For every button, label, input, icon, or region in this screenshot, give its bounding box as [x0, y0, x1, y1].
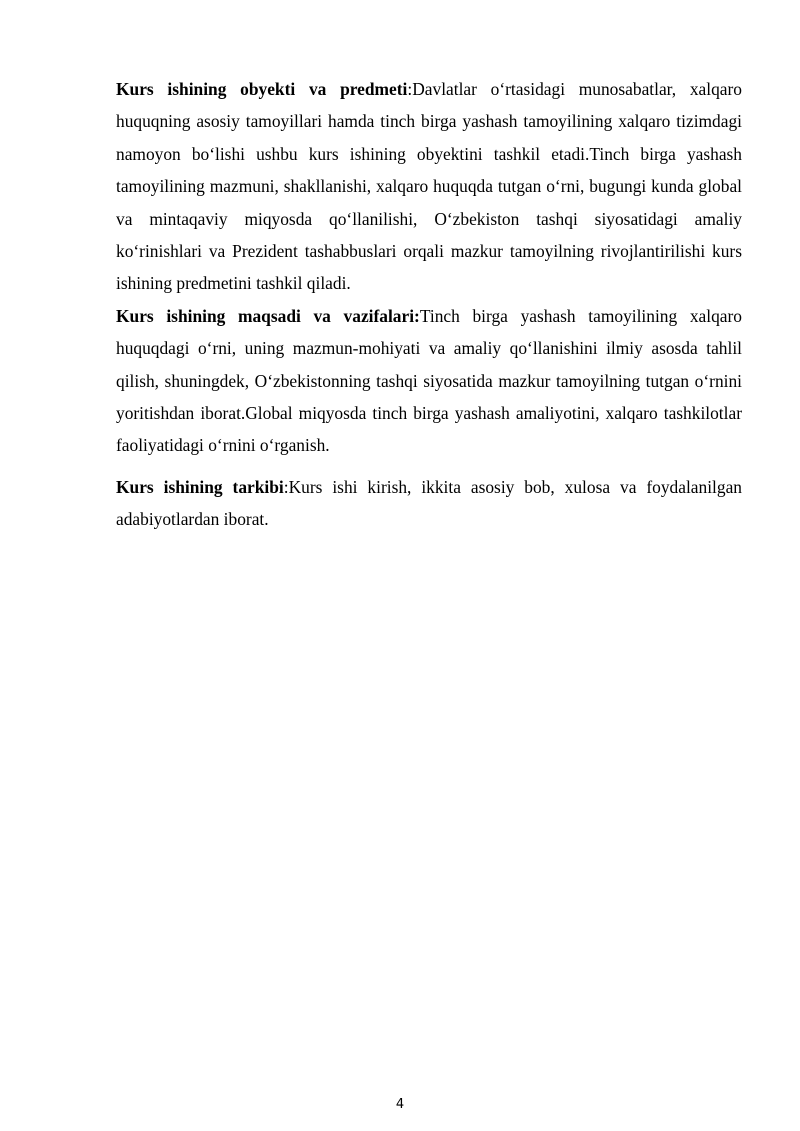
- paragraph-heading: Kurs ishining maqsadi va vazifalari:: [116, 305, 420, 326]
- paragraph-text: :Kurs ishi kirish, ikkita asosiy bob, xulosa va foydalanilgan adabiyotlardan iborat.: [116, 476, 742, 530]
- page-body: [116, 73, 742, 536]
- paragraph-text: Tinch birga yashash tamoyilining xalqaro huquqdagi o‘rni, uning mazmun-mohiyati va amaliy qo‘llanishini ilmiy asosda tahlil qilish, shuningdek, O‘zbekistonning tashqi siyosatida mazkur tamoyilning tutgan o‘rnini yoritishdan iborat.Global miqyosda tinch birga yashash amaliyotini, xalqaro tashkilotlar faoliyatidagi o‘rnini o‘rganish.: [116, 305, 742, 456]
- paragraph-goals-and-tasks: [116, 300, 742, 462]
- paragraph-structure: [116, 471, 742, 536]
- paragraph-object-and-subject: [116, 73, 742, 300]
- paragraph-heading: Kurs ishining tarkibi: [116, 476, 284, 497]
- page-number: 4: [395, 1097, 405, 1112]
- paragraph-text: :Davlatlar o‘rtasidagi munosabatlar, xalqaro huquqning asosiy tamoyillari hamda tinch birga yashash tamoyilining xalqaro tizimdagi namoyon bo‘lishi ushbu kurs ishining obyektini tashkil etadi.Tinch birga yashash tamoyilining mazmuni, shakllanishi, xalqaro huquqda tutgan o‘rni, bugungi kunda global va mintaqaviy miqyosda qo‘llanilishi, O‘zbekiston tashqi siyosatidagi amaliy ko‘rinishlari va Prezident tashabbuslari orqali mazkur tamoyilning rivojlantirilishi kurs ishining predmetini tashkil qiladi.: [116, 79, 742, 294]
- paragraph-heading: Kurs ishining obyekti va predmeti: [116, 79, 408, 99]
